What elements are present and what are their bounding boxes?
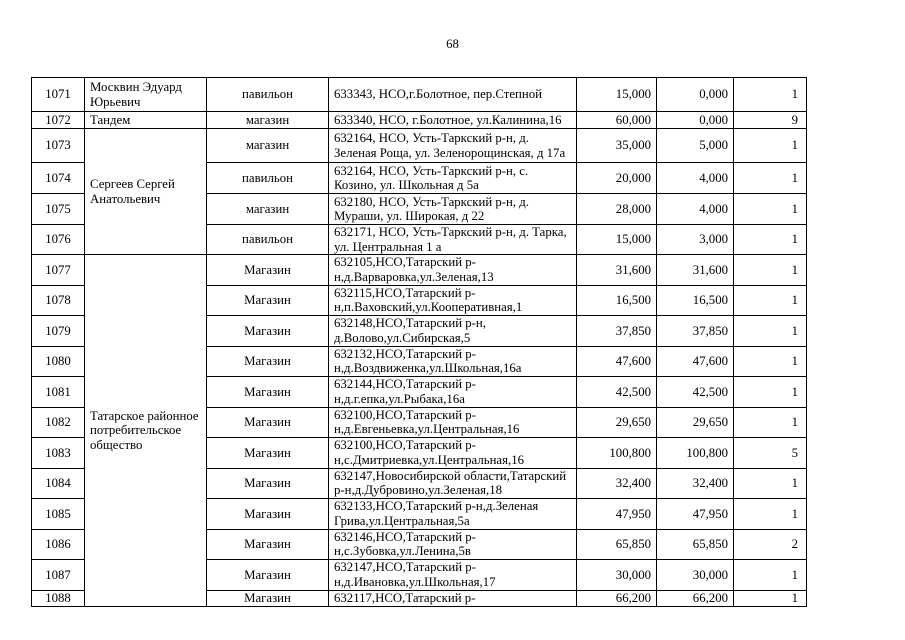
- value-cell: 35,000: [577, 129, 657, 163]
- count-cell: 9: [734, 112, 807, 129]
- object-type-cell: магазин: [207, 129, 329, 163]
- value-cell: 66,200: [657, 590, 734, 607]
- address-cell: [329, 590, 577, 607]
- value-cell: 32,400: [577, 468, 657, 499]
- address-line: н,п.Ваховский,ул.Кооперативная,1: [334, 300, 523, 315]
- address-cell: [329, 129, 577, 163]
- address-line: Грива,ул.Центральная,5а: [334, 513, 470, 528]
- value-cell: 15,000: [577, 78, 657, 112]
- row-number-cell: 1072: [32, 112, 85, 129]
- address-line: 632147,НСО,Татарский р-: [334, 560, 476, 575]
- count-cell: 5: [734, 438, 807, 469]
- object-type-cell: павильон: [207, 225, 329, 255]
- address-cell: [329, 112, 577, 129]
- row-number-cell: 1075: [32, 194, 85, 225]
- address-cell: [329, 225, 577, 255]
- table-row: [32, 129, 807, 163]
- object-type-cell: Магазин: [207, 438, 329, 469]
- value-cell: 47,600: [657, 346, 734, 377]
- value-cell: 47,950: [657, 499, 734, 530]
- count-cell: 1: [734, 225, 807, 255]
- count-cell: 1: [734, 285, 807, 316]
- row-number-cell: 1077: [32, 255, 85, 286]
- value-cell: 47,600: [577, 346, 657, 377]
- object-type-cell: Магазин: [207, 316, 329, 347]
- row-number-cell: 1084: [32, 468, 85, 499]
- value-cell: 16,500: [577, 285, 657, 316]
- value-cell: 42,500: [657, 377, 734, 408]
- row-number-cell: 1088: [32, 590, 85, 607]
- row-number-cell: 1087: [32, 560, 85, 591]
- object-type-cell: Магазин: [207, 499, 329, 530]
- row-number-cell: 1071: [32, 78, 85, 112]
- address-line: н,с.Зубовка,ул.Ленина,5в: [334, 544, 471, 559]
- object-type-cell: Магазин: [207, 590, 329, 607]
- address-line: н,д.г.епка,ул.Рыбака,16а: [334, 391, 465, 406]
- value-cell: 100,800: [657, 438, 734, 469]
- address-line: д.Волово,ул.Сибирская,5: [334, 330, 471, 345]
- address-line: 632144,НСО,Татарский р-: [334, 377, 476, 392]
- value-cell: 15,000: [577, 225, 657, 255]
- owner-name-cell: Сергеев Сергей Анатольевич: [85, 129, 207, 255]
- object-type-cell: магазин: [207, 194, 329, 225]
- address-cell: [329, 316, 577, 347]
- value-cell: 37,850: [577, 316, 657, 347]
- table-row: [32, 78, 807, 112]
- row-number-cell: 1083: [32, 438, 85, 469]
- value-cell: 4,000: [657, 163, 734, 194]
- address-line: 632133,НСО,Татарский р-н,д.Зеленая: [334, 499, 539, 514]
- address-cell: [329, 377, 577, 408]
- value-cell: 28,000: [577, 194, 657, 225]
- row-number-cell: 1076: [32, 225, 85, 255]
- table-body: [32, 78, 807, 607]
- count-cell: 1: [734, 499, 807, 530]
- row-number-cell: 1081: [32, 377, 85, 408]
- count-cell: 1: [734, 560, 807, 591]
- address-cell: [329, 255, 577, 286]
- value-cell: 30,000: [577, 560, 657, 591]
- row-number-cell: 1082: [32, 407, 85, 438]
- count-cell: 2: [734, 529, 807, 560]
- table-row: [32, 255, 807, 286]
- address-line: н,с.Дмитриевка,ул.Центральная,16: [334, 452, 524, 467]
- count-cell: 1: [734, 78, 807, 112]
- value-cell: 16,500: [657, 285, 734, 316]
- address-line: Мураши, ул. Широкая, д 22: [334, 209, 485, 223]
- count-cell: 1: [734, 377, 807, 408]
- value-cell: 29,650: [657, 407, 734, 438]
- address-cell: [329, 285, 577, 316]
- address-line: 632147,Новосибирской области,Татарский: [334, 468, 567, 483]
- count-cell: 1: [734, 346, 807, 377]
- address-cell: [329, 163, 577, 194]
- address-cell: [329, 407, 577, 438]
- row-number-cell: 1074: [32, 163, 85, 194]
- object-type-cell: магазин: [207, 112, 329, 129]
- address-line: н,д.Евгеньевка,ул.Центральная,16: [334, 422, 520, 437]
- address-line: Козино, ул. Школьная д 5а: [334, 178, 479, 192]
- address-line: н,д.Ивановка,ул.Школьная,17: [334, 574, 496, 589]
- value-cell: 20,000: [577, 163, 657, 194]
- value-cell: 0,000: [657, 78, 734, 112]
- value-cell: 66,200: [577, 590, 657, 607]
- address-line: н,д.Варваровка,ул.Зеленая,13: [334, 269, 494, 284]
- object-type-cell: Магазин: [207, 407, 329, 438]
- value-cell: 3,000: [657, 225, 734, 255]
- address-line: 632100,НСО,Татарский р-: [334, 438, 476, 453]
- address-line: 632132,НСО,Татарский р-: [334, 346, 476, 361]
- page-number: 68: [446, 37, 459, 51]
- address-line: 632117,НСО,Татарский р-: [334, 591, 476, 605]
- address-line: 633340, НСО, г.Болотное, ул.Калинина,16: [334, 112, 562, 127]
- value-cell: 47,950: [577, 499, 657, 530]
- address-line: 632148,НСО,Татарский р-н,: [334, 316, 486, 331]
- address-line: 632164, НСО, Усть-Таркский р-н, с.: [334, 163, 529, 178]
- row-number-cell: 1086: [32, 529, 85, 560]
- address-cell: [329, 560, 577, 591]
- value-cell: 5,000: [657, 129, 734, 163]
- row-number-cell: 1085: [32, 499, 85, 530]
- row-number-cell: 1080: [32, 346, 85, 377]
- count-cell: 1: [734, 129, 807, 163]
- address-cell: [329, 529, 577, 560]
- value-cell: 60,000: [577, 112, 657, 129]
- count-cell: 1: [734, 590, 807, 607]
- address-line: 632105,НСО,Татарский р-: [334, 255, 476, 270]
- value-cell: 4,000: [657, 194, 734, 225]
- address-line: 632171, НСО, Усть-Таркский р-н, д. Тарка,: [334, 225, 567, 239]
- object-type-cell: павильон: [207, 163, 329, 194]
- owner-name-cell: Татарское районное потребительское общество: [85, 255, 207, 607]
- object-type-cell: Магазин: [207, 255, 329, 286]
- count-cell: 1: [734, 163, 807, 194]
- value-cell: 65,850: [577, 529, 657, 560]
- object-type-cell: Магазин: [207, 346, 329, 377]
- value-cell: 30,000: [657, 560, 734, 591]
- row-number-cell: 1078: [32, 285, 85, 316]
- address-line: р-н,д.Дубровино,ул.Зеленая,18: [334, 483, 503, 498]
- object-type-cell: Магазин: [207, 529, 329, 560]
- address-cell: [329, 438, 577, 469]
- address-line: 632180, НСО, Усть-Таркский р-н, д.: [334, 194, 529, 209]
- address-cell: [329, 499, 577, 530]
- value-cell: 0,000: [657, 112, 734, 129]
- row-number-cell: 1073: [32, 129, 85, 163]
- value-cell: 31,600: [577, 255, 657, 286]
- address-cell: [329, 346, 577, 377]
- address-line: 633343, НСО,г.Болотное, пер.Степной: [334, 87, 542, 102]
- address-line: Зеленая Роща, ул. Зеленорощинская, д 17а: [334, 145, 566, 160]
- table-row: [32, 112, 807, 129]
- count-cell: 1: [734, 194, 807, 225]
- value-cell: 100,800: [577, 438, 657, 469]
- address-line: 632146,НСО,Татарский р-: [334, 529, 476, 544]
- address-cell: [329, 194, 577, 225]
- count-cell: 1: [734, 255, 807, 286]
- object-type-cell: Магазин: [207, 468, 329, 499]
- count-cell: 1: [734, 316, 807, 347]
- row-number-cell: 1079: [32, 316, 85, 347]
- object-type-cell: Магазин: [207, 560, 329, 591]
- value-cell: 29,650: [577, 407, 657, 438]
- address-line: 632164, НСО, Усть-Таркский р-н, д.: [334, 131, 529, 145]
- value-cell: 32,400: [657, 468, 734, 499]
- address-line: 632115,НСО,Татарский р-: [334, 285, 476, 300]
- address-line: ул. Центральная 1 а: [334, 239, 442, 254]
- owner-name-cell: Москвин Эдуард Юрьевич: [85, 78, 207, 112]
- address-line: 632100,НСО,Татарский р-: [334, 407, 476, 422]
- value-cell: 37,850: [657, 316, 734, 347]
- object-type-cell: Магазин: [207, 285, 329, 316]
- value-cell: 65,850: [657, 529, 734, 560]
- address-cell: [329, 468, 577, 499]
- count-cell: 1: [734, 407, 807, 438]
- object-type-cell: Магазин: [207, 377, 329, 408]
- count-cell: 1: [734, 468, 807, 499]
- address-cell: [329, 78, 577, 112]
- owner-name-cell: Тандем: [85, 112, 207, 129]
- data-table: [31, 77, 807, 607]
- address-line: н,д.Воздвиженка,ул.Школьная,16а: [334, 361, 522, 376]
- object-type-cell: павильон: [207, 78, 329, 112]
- value-cell: 42,500: [577, 377, 657, 408]
- value-cell: 31,600: [657, 255, 734, 286]
